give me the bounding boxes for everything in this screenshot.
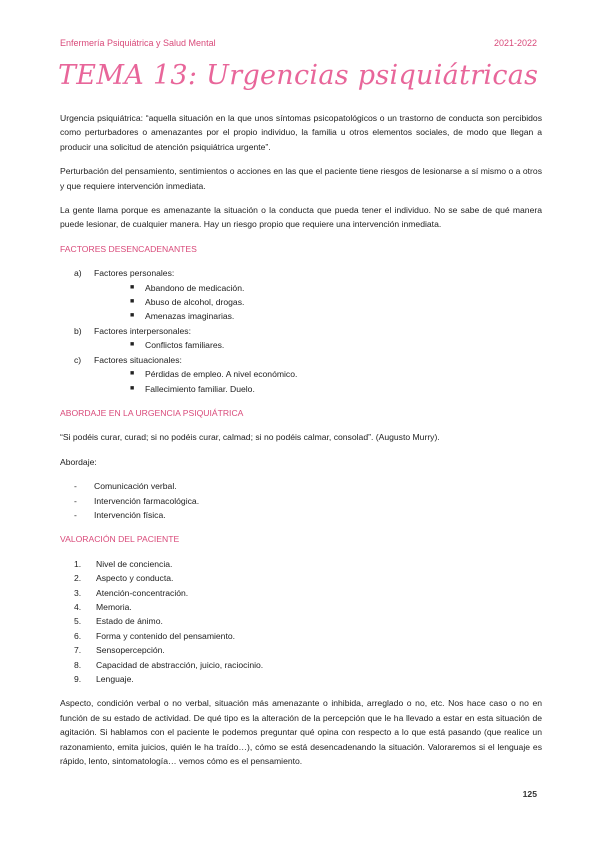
abordaje-quote: “Si podéis curar, curad; si no podéis curar, calmad; si no podéis calmar, consolad”. (Augusto Murry). <box>60 432 440 443</box>
list-item: b) Factores interpersonales: <box>74 325 191 336</box>
dash-icon: - <box>74 509 77 520</box>
list-item: 9. Lenguaje. <box>74 674 134 684</box>
header-year: 2021-2022 <box>493 38 537 48</box>
section-heading-valoracion: VALORACIÓN DEL PACIENTE <box>60 534 180 545</box>
list-item: c) Factores situacionales: <box>74 354 182 365</box>
list-item: 4. Memoria. <box>74 601 132 612</box>
bullet-icon: ■ <box>130 341 135 349</box>
intro-paragraph-2: Perturbación del pensamiento, sentimientos o acciones en las que el paciente tiene riesgos de lesionarse a sí mismo o a otros y que requiere intervención inmediata. <box>60 166 542 191</box>
page-title: TEMA 13: Urgencias psiquiátricas <box>58 60 539 91</box>
bullet-icon: ■ <box>130 370 135 378</box>
header-course-title: Enfermería Psiquiátrica y Salud Mental <box>60 38 216 48</box>
list-item: ■ Abuso de alcohol, drogas. <box>60 295 542 309</box>
list-item: 2. Aspecto y conducta. <box>74 573 174 584</box>
intro-paragraph-3: La gente llama porque es amenazante la situación o la conducta que pueda tener el individuo. No se sabe de qué manera puede lesionar, de cualquier manera. Hay un riesgo propio que requiere una intervención inmediata. <box>60 205 542 230</box>
section-heading-factores: FACTORES DESENCADENANTES <box>60 243 197 254</box>
dash-icon: - <box>74 495 77 506</box>
bullet-icon: ■ <box>130 298 135 306</box>
list-item: a) Factores personales: <box>74 268 175 279</box>
dash-icon: - <box>74 481 77 492</box>
content <box>60 111 542 768</box>
list-item: 1. Nivel de conciencia. <box>74 558 173 569</box>
bullet-icon: ■ <box>130 312 135 320</box>
list-item: ■ Fallecimiento familiar. Duelo. <box>60 382 542 396</box>
list-item: 3. Atención-concentración. <box>74 587 189 598</box>
abordaje-label: Abordaje: <box>60 456 97 467</box>
valoracion-paragraph: Aspecto, condición verbal o no verbal, situación más amenazante o inhibida, arreglado o no, etc. Nos hace caso o no en función de su estado de actividad. De qué tipo es la alteración de la percepción que le ha llevado a estar en esta situación de agitación. Si hablamos con el paciente le podemos preguntar qué opina con respecto a lo que está pasando (que realice un razonamiento, emita juicios, quién le ha traído…), cómo se está desencadenando la situación. Valoraremos si el lenguaje es rápido, lento, sintomatología… vemos cómo es el pensamiento. <box>60 698 542 767</box>
list-item: 6. Forma y contenido del pensamiento. <box>74 630 236 641</box>
list-item: ■ Conflictos familiares. <box>60 338 542 352</box>
valoracion-list <box>60 557 542 687</box>
section-heading-abordaje: ABORDAJE EN LA URGENCIA PSIQUIÁTRICA <box>60 407 244 418</box>
bullet-icon: ■ <box>130 384 135 392</box>
list-item: - Comunicación verbal. <box>60 479 542 493</box>
list-item: - Intervención farmacológica. <box>60 494 542 508</box>
factores-list <box>60 266 542 396</box>
list-item: 8. Capacidad de abstracción, juicio, raciocinio. <box>74 659 264 670</box>
page-number: 125 <box>522 789 537 799</box>
list-item: ■ Abandono de medicación. <box>60 281 542 295</box>
bullet-icon: ■ <box>130 283 135 291</box>
list-item: - Intervención física. <box>60 508 542 522</box>
list-item: ■ Amenazas imaginarias. <box>60 309 542 323</box>
list-item: 7. Sensopercepción. <box>74 645 165 656</box>
abordaje-list <box>60 479 542 522</box>
list-item: 5. Estado de ánimo. <box>74 616 163 627</box>
intro-paragraph-1: Urgencia psiquiátrica: “aquella situación en la que unos síntomas psicopatológicos o un trastorno de conducta son percibidos como perturbadores o amenazantes por el propio individuo, la familia u otros elementos sociales, de modo que llegan a producir una solicitud de atención psiquiátrica urgente”. <box>60 113 542 152</box>
list-item: ■ Pérdidas de empleo. A nivel económico. <box>60 367 542 381</box>
